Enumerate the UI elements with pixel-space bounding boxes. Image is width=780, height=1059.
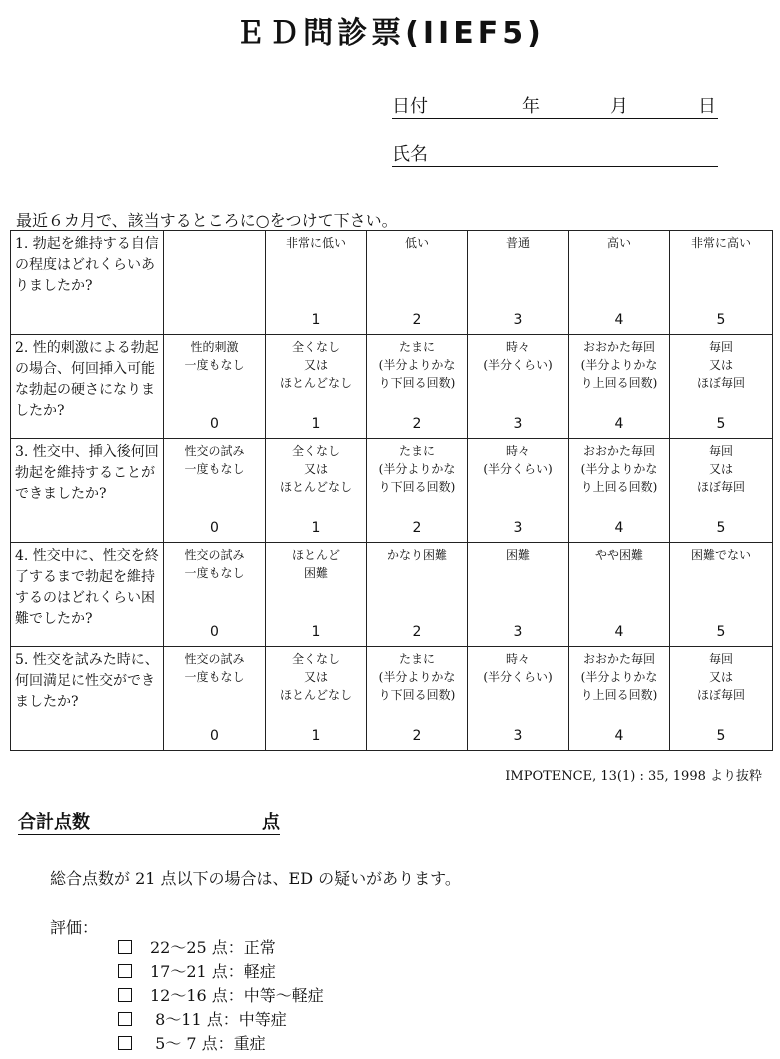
day-label: 日 (698, 96, 716, 117)
answer-score: 4 (614, 728, 624, 744)
answer-label: 性交の試み 一度もなし (184, 548, 245, 580)
answer-option[interactable] (569, 543, 670, 647)
question-row (11, 335, 773, 439)
answer-score: 5 (716, 416, 726, 432)
question-text: 5. 性交を試みた時に、何回満足に性交ができましたか? (11, 647, 164, 751)
checkbox[interactable] (118, 964, 132, 978)
evaluation-text: 5〜 7 点：重症 (150, 1034, 266, 1053)
checkbox[interactable] (118, 1012, 132, 1026)
answer-label: 性交の試み 一度もなし (184, 444, 245, 476)
answer-score: 3 (513, 728, 523, 744)
answer-score: 2 (412, 312, 422, 328)
answer-score: 3 (513, 416, 523, 432)
answer-score: 0 (210, 520, 219, 536)
answer-option[interactable] (468, 543, 569, 647)
answer-option[interactable] (164, 543, 266, 647)
questionnaire-table (10, 230, 773, 751)
name-label: 氏名 (392, 144, 428, 165)
answer-label: たまに (半分よりかな り下回る回数) (378, 652, 456, 702)
answer-score: 1 (311, 312, 321, 328)
answer-score: 4 (614, 520, 624, 536)
ed-note: 総合点数が 21 点以下の場合は、ED の疑いがあります。 (50, 869, 461, 888)
answer-option[interactable] (164, 335, 266, 439)
answer-label: 非常に高い (690, 236, 751, 250)
evaluation-text: 22〜25 点：正常 (150, 938, 276, 957)
name-field[interactable] (392, 140, 718, 167)
answer-label: かなり困難 (386, 548, 447, 562)
page-title: ＥＤ問診票(IIEF5) (235, 16, 545, 51)
answer-label: 性交の試み 一度もなし (184, 652, 245, 684)
answer-option[interactable] (670, 231, 773, 335)
answer-option[interactable] (569, 335, 670, 439)
evaluation-item (118, 1008, 324, 1032)
checkbox[interactable] (118, 1036, 132, 1050)
answer-score: 4 (614, 624, 624, 640)
answer-score: 5 (716, 624, 726, 640)
answer-score: 0 (210, 728, 219, 744)
answer-score: 0 (210, 416, 219, 432)
answer-label (164, 231, 265, 234)
answer-option[interactable] (164, 231, 266, 335)
answer-label: 毎回 又は ほぼ毎回 (696, 652, 745, 702)
answer-option[interactable] (367, 335, 468, 439)
total-score-unit: 点 (262, 812, 280, 833)
evaluation-item (118, 1032, 324, 1056)
answer-option[interactable] (367, 439, 468, 543)
question-text: 3. 性交中、挿入後何回勃起を維持することができましたか? (11, 439, 164, 543)
answer-score: 2 (412, 416, 422, 432)
answer-label: たまに (半分よりかな り下回る回数) (378, 444, 456, 494)
answer-option[interactable] (468, 647, 569, 751)
answer-label: たまに (半分よりかな り下回る回数) (378, 340, 456, 390)
answer-label: やや困難 (594, 548, 643, 562)
question-row (11, 647, 773, 751)
evaluation-text: 12〜16 点：中等〜軽症 (150, 986, 324, 1005)
answer-label: 普通 (505, 236, 530, 250)
answer-option[interactable] (569, 439, 670, 543)
answer-score: 2 (412, 520, 422, 536)
answer-option[interactable] (670, 647, 773, 751)
question-row (11, 231, 773, 335)
answer-label: 時々 (半分くらい) (483, 340, 553, 372)
date-field[interactable] (392, 92, 718, 119)
answer-label: ほとんど 困難 (291, 548, 340, 580)
answer-option[interactable] (367, 647, 468, 751)
source-citation: IMPOTENCE, 13(1) : 35, 1998 より抜粋 (505, 769, 762, 784)
evaluation-list (118, 936, 324, 1056)
answer-score: 0 (210, 624, 219, 640)
answer-option[interactable] (367, 543, 468, 647)
answer-score: 2 (412, 728, 422, 744)
answer-score: 2 (412, 624, 422, 640)
answer-score: 1 (311, 416, 321, 432)
answer-label: 毎回 又は ほぼ毎回 (696, 444, 745, 494)
question-text: 1. 勃起を維持する自信の程度はどれくらいありましたか? (11, 231, 164, 335)
total-score-label: 合計点数 (18, 812, 90, 833)
answer-option[interactable] (266, 543, 367, 647)
month-label: 月 (610, 96, 628, 117)
answer-label: おおかた毎回 (半分よりかな り上回る回数) (580, 444, 658, 494)
answer-score: 1 (311, 728, 321, 744)
evaluation-item (118, 960, 324, 984)
answer-option[interactable] (468, 439, 569, 543)
checkbox[interactable] (118, 940, 132, 954)
answer-score: 5 (716, 520, 726, 536)
answer-score: 1 (311, 624, 321, 640)
answer-option[interactable] (164, 439, 266, 543)
instruction-text: 最近６カ月で、該当するところに○をつけて下さい。 (16, 211, 398, 230)
answer-option[interactable] (266, 231, 367, 335)
answer-option[interactable] (670, 543, 773, 647)
question-text: 2. 性的刺激による勃起の場合、何回挿入可能な勃起の硬さになりましたか? (11, 335, 164, 439)
answer-label: 時々 (半分くらい) (483, 444, 553, 476)
answer-label: 高い (606, 236, 631, 250)
checkbox[interactable] (118, 988, 132, 1002)
answer-label: 毎回 又は ほぼ毎回 (696, 340, 745, 390)
answer-score: 4 (614, 312, 624, 328)
answer-option[interactable] (569, 647, 670, 751)
answer-label: 低い (404, 236, 429, 250)
question-text: 4. 性交中に、性交を終了するまで勃起を維持するのはどれくらい困難でしたか? (11, 543, 164, 647)
date-label: 日付 (392, 96, 428, 117)
question-row (11, 439, 773, 543)
answer-label: 時々 (半分くらい) (483, 652, 553, 684)
year-label: 年 (522, 96, 540, 117)
answer-score: 3 (513, 520, 523, 536)
answer-label: 困難でない (690, 548, 751, 562)
answer-option[interactable] (569, 231, 670, 335)
answer-label: 性的刺激 一度もなし (184, 340, 245, 372)
evaluation-item (118, 936, 324, 960)
answer-label: 困難 (505, 548, 530, 562)
answer-option[interactable] (670, 439, 773, 543)
answer-score: 3 (513, 624, 523, 640)
answer-score: 4 (614, 416, 624, 432)
answer-score: 1 (311, 520, 321, 536)
evaluation-item (118, 984, 324, 1008)
answer-label: 全くなし 又は ほとんどなし (279, 444, 352, 494)
answer-option[interactable] (468, 231, 569, 335)
answer-label: おおかた毎回 (半分よりかな り上回る回数) (580, 340, 658, 390)
answer-label: 非常に低い (285, 236, 346, 250)
answer-option[interactable] (164, 647, 266, 751)
evaluation-text: 8〜11 点：中等症 (150, 1010, 287, 1029)
answer-option[interactable] (670, 335, 773, 439)
evaluation-text: 17〜21 点：軽症 (150, 962, 276, 981)
answer-option[interactable] (266, 335, 367, 439)
answer-option[interactable] (266, 647, 367, 751)
answer-label: 全くなし 又は ほとんどなし (279, 340, 352, 390)
answer-score: 3 (513, 312, 523, 328)
answer-option[interactable] (367, 231, 468, 335)
total-score-field[interactable] (18, 808, 280, 835)
answer-score: 5 (716, 728, 726, 744)
evaluation-label: 評価： (50, 918, 99, 937)
question-row (11, 543, 773, 647)
answer-option[interactable] (468, 335, 569, 439)
answer-label: 全くなし 又は ほとんどなし (279, 652, 352, 702)
answer-score: 5 (716, 312, 726, 328)
answer-option[interactable] (266, 439, 367, 543)
answer-label: おおかた毎回 (半分よりかな り上回る回数) (580, 652, 658, 702)
